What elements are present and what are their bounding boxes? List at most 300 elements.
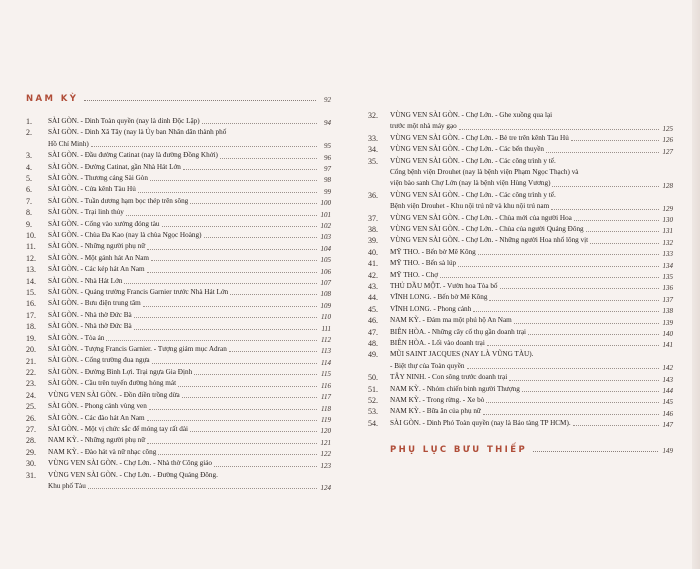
entry-title: SÀI GÒN. - Đầu đường Catinat (nay là đường Đồng Khởi) xyxy=(48,151,218,160)
entry-title: Hồ Chí Minh) xyxy=(48,139,89,148)
dot-leader xyxy=(483,414,659,415)
dot-leader xyxy=(489,300,659,301)
toc-entry xyxy=(368,327,673,338)
entry-page-number: 114 xyxy=(321,358,331,367)
toc-entry xyxy=(368,281,673,292)
entry-line xyxy=(390,133,673,144)
entry-text xyxy=(48,390,331,401)
toc-entry xyxy=(26,173,331,184)
entry-page-number: 108 xyxy=(320,290,331,299)
entry-line xyxy=(48,184,331,195)
entry-line xyxy=(48,276,331,287)
dot-leader xyxy=(514,323,659,324)
entry-text xyxy=(390,304,673,315)
entry-title: SÀI GÒN. - Dinh Phó Toàn quyền (nay là Bảo tàng TP HCM). xyxy=(390,418,571,427)
entry-number: 11. xyxy=(26,242,36,252)
dot-leader xyxy=(487,345,659,346)
page-edge xyxy=(692,0,700,569)
toc-entry xyxy=(368,258,673,269)
entry-title: MŨI SAINT JACQUES (NAY LÀ VŨNG TÀU). xyxy=(390,350,534,359)
entry-title: SÀI GÒN. - Phong cảnh vùng ven xyxy=(48,402,147,411)
entry-number: 39. xyxy=(368,236,378,246)
entry-line xyxy=(48,219,331,230)
entry-title: SÀI GÒN. - Chùa Đa Kao (nay là chùa Ngọc Hoàng) xyxy=(48,231,202,240)
entry-line xyxy=(48,127,331,138)
dot-leader xyxy=(473,311,659,312)
entry-line xyxy=(390,144,673,155)
entry-title: SÀI GÒN. - Dinh Toàn quyền (nay là dinh Độc Lập) xyxy=(48,116,200,125)
entry-text xyxy=(390,144,673,155)
entry-page-number: 141 xyxy=(662,341,673,350)
entry-number: 7. xyxy=(26,196,32,206)
entry-title: SÀI GÒN. - Dinh Xã Tây (nay là Ủy ban Nhân dân thành phố xyxy=(48,128,227,137)
entry-title: SÀI GÒN. - Tượng Francis Garnier. - Tượng giám mục Adran xyxy=(48,345,227,354)
entry-line xyxy=(390,224,673,235)
entry-text xyxy=(48,150,331,161)
entry-page-number: 131 xyxy=(662,227,673,236)
entry-page-number: 102 xyxy=(320,222,331,231)
entry-page-number: 132 xyxy=(662,238,673,247)
dot-leader xyxy=(190,203,317,204)
entry-text xyxy=(48,207,331,218)
toc-entry xyxy=(368,213,673,224)
entry-text xyxy=(48,253,331,264)
entry-text xyxy=(48,162,331,173)
entry-number: 37. xyxy=(368,213,378,223)
entry-title: Cổng bệnh viện Drouhet (nay là bệnh viện Phạm Ngọc Thạch) và xyxy=(390,167,579,176)
entry-line xyxy=(48,458,331,469)
entry-line xyxy=(390,372,673,383)
toc-entry xyxy=(26,344,331,355)
entry-text xyxy=(390,384,673,395)
entry-text xyxy=(390,418,673,429)
entry-text xyxy=(390,110,673,133)
entry-page-number: 109 xyxy=(320,301,331,310)
entry-number: 17. xyxy=(26,310,36,320)
entry-text xyxy=(390,224,673,235)
dot-leader xyxy=(147,420,317,421)
dot-leader xyxy=(182,397,317,398)
toc-entry xyxy=(26,184,331,195)
dot-leader xyxy=(178,386,317,387)
entry-page-number: 96 xyxy=(324,153,331,162)
entry-text xyxy=(48,310,331,321)
entry-text xyxy=(48,367,331,378)
entry-title: SÀI GÒN. - Thương cảng Sài Gòn xyxy=(48,173,148,182)
entry-text xyxy=(390,349,673,372)
entry-text xyxy=(48,378,331,389)
toc-entry xyxy=(368,349,673,372)
entry-title: trước một nhà máy gạo xyxy=(390,122,457,131)
toc-entry xyxy=(26,241,331,252)
dot-leader xyxy=(190,431,317,432)
entry-text xyxy=(390,281,673,292)
entry-title: SÀI GÒN. - Cầu trên tuyến đường hỏng mát xyxy=(48,379,177,388)
entry-line xyxy=(48,390,331,401)
entry-title: SÀI GÒN. - Những người phụ nữ xyxy=(48,242,146,251)
entry-text xyxy=(390,338,673,349)
dot-leader xyxy=(158,454,317,455)
entry-title: SÀI GÒN. - Quảng trường Francis Garnier trước Nhà Hát Lớn xyxy=(48,288,229,297)
entry-title: viện bào sanh Chợ Lớn (nay là bệnh viện Hùng Vương) xyxy=(390,179,551,188)
entry-title: VÙNG VEN SÀI GÒN. - Chợ Lớn. - Các công trình y tế. xyxy=(390,190,556,199)
section-page-number: 149 xyxy=(662,447,673,456)
dot-leader xyxy=(151,260,317,261)
entry-page-number: 124 xyxy=(320,484,331,493)
entry-page-number: 99 xyxy=(324,187,331,196)
entry-number: 10. xyxy=(26,231,36,241)
entry-number: 5. xyxy=(26,174,32,183)
entry-page-number: 129 xyxy=(662,204,673,213)
entry-line xyxy=(390,384,673,395)
entry-text xyxy=(48,333,331,344)
entry-page-number: 139 xyxy=(662,318,673,327)
toc-entry xyxy=(26,150,331,161)
entry-page-number: 123 xyxy=(320,461,331,470)
entry-title: MỸ THO. - Bến bờ Mê Kông xyxy=(390,247,476,256)
entry-text xyxy=(390,156,673,190)
entry-page-number: 146 xyxy=(662,409,673,418)
entry-number: 50. xyxy=(368,373,378,383)
entry-text xyxy=(390,315,673,326)
entry-page-number: 145 xyxy=(662,398,673,407)
toc-entry xyxy=(26,458,331,469)
toc-entry xyxy=(26,219,331,230)
entry-number: 16. xyxy=(26,299,36,309)
section-heading-nam-ky xyxy=(26,88,331,104)
entry-page-number: 104 xyxy=(320,244,331,253)
entry-text xyxy=(48,196,331,207)
entry-number: 53. xyxy=(368,407,378,417)
entry-title: SÀI GÒN. - Nhà thờ Đức Bà xyxy=(48,322,132,331)
entry-text xyxy=(48,127,331,150)
entry-page-number: 117 xyxy=(321,393,331,402)
entry-number: 26. xyxy=(26,413,36,423)
toc-entry xyxy=(26,401,331,412)
entry-text xyxy=(390,327,673,338)
entry-line xyxy=(48,321,331,332)
entry-text xyxy=(48,470,331,493)
entry-title: NAM KỲ. - Đám ma một phú hộ An Nam xyxy=(390,316,512,325)
toc-entry xyxy=(368,235,673,246)
entry-number: 36. xyxy=(368,190,378,200)
entry-title: SÀI GÒN. - Một vị chức sắc để móng tay rất dài xyxy=(48,424,189,433)
entry-text xyxy=(48,298,331,309)
entry-page-number: 135 xyxy=(662,272,673,281)
entry-text xyxy=(48,184,331,195)
entry-line xyxy=(390,315,673,326)
toc-entry xyxy=(368,247,673,258)
toc-entry xyxy=(368,338,673,349)
entry-page-number: 142 xyxy=(662,364,673,373)
toc-entry xyxy=(368,395,673,406)
entry-title: NAM KỲ. - Bữa ăn của phụ nữ xyxy=(390,407,481,416)
dot-leader xyxy=(147,443,317,444)
dot-leader xyxy=(204,237,318,238)
entry-line xyxy=(48,424,331,435)
toc-entry xyxy=(368,372,673,383)
entry-page-number: 100 xyxy=(320,199,331,208)
dot-leader xyxy=(149,409,317,410)
entry-text xyxy=(48,264,331,275)
entry-line xyxy=(390,338,673,349)
dot-leader xyxy=(91,146,317,147)
entry-number: 48. xyxy=(368,339,378,349)
toc-entry xyxy=(368,384,673,395)
entry-text xyxy=(48,356,331,367)
toc-entry xyxy=(368,315,673,326)
entry-title: SÀI GÒN. - Các kép hát An Nam xyxy=(48,265,145,274)
dot-leader xyxy=(194,374,317,375)
entry-number: 6. xyxy=(26,185,32,195)
entry-page-number: 126 xyxy=(662,136,673,145)
toc-entry xyxy=(26,264,331,275)
toc-entry xyxy=(368,156,673,190)
entry-title: VÙNG VEN SÀI GÒN. - Chợ Lớn. - Những người Hoa nhổ lông vịt xyxy=(390,236,589,245)
entry-line xyxy=(48,116,331,127)
entry-line xyxy=(390,201,673,212)
toc-entry xyxy=(26,356,331,367)
entry-line xyxy=(48,481,331,492)
spacer xyxy=(368,88,673,110)
entry-number: 47. xyxy=(368,327,378,337)
entry-number: 23. xyxy=(26,379,36,389)
dot-leader xyxy=(230,294,317,295)
entry-title: Bệnh viện Drouhet - Khu nội trú nữ và khu nội trú nam xyxy=(390,202,550,211)
entry-page-number: 118 xyxy=(321,404,331,413)
section-title: PHỤ LỤC BƯU THIẾP xyxy=(390,445,528,456)
entry-page-number: 98 xyxy=(324,176,331,185)
entry-number: 27. xyxy=(26,424,36,434)
entry-line xyxy=(48,356,331,367)
entry-number: 8. xyxy=(26,208,32,218)
entry-line xyxy=(48,287,331,298)
entry-number: 13. xyxy=(26,265,36,275)
entry-title: SÀI GÒN. - Trại linh thủy xyxy=(48,208,124,217)
entry-page-number: 116 xyxy=(321,381,331,390)
entry-page-number: 136 xyxy=(662,284,673,293)
entry-line xyxy=(390,361,673,372)
entry-page-number: 140 xyxy=(662,330,673,338)
entry-text xyxy=(48,219,331,230)
entry-number: 25. xyxy=(26,402,36,412)
entry-number: 2. xyxy=(26,128,32,138)
entry-title: SÀI GÒN. - Tuần dương hạm bọc thép trên sông xyxy=(48,196,189,205)
entry-title: SÀI GÒN. - Tòa án xyxy=(48,333,105,342)
entry-line xyxy=(48,344,331,355)
entry-line xyxy=(48,447,331,458)
entry-text xyxy=(48,424,331,435)
dot-leader xyxy=(220,158,317,159)
entry-text xyxy=(390,133,673,144)
entry-text xyxy=(48,447,331,458)
toc-entry xyxy=(26,424,331,435)
entry-page-number: 113 xyxy=(321,347,331,356)
entry-line xyxy=(48,162,331,173)
entry-title: SÀI GÒN. - Nhà thờ Đức Bà xyxy=(48,310,132,319)
entry-title: NAM KỲ. - Trong rừng. - Xe bò xyxy=(390,396,485,404)
entry-title: MỸ THO. - Bến sà lúp xyxy=(390,259,457,268)
entry-line xyxy=(390,406,673,417)
toc-entry xyxy=(368,133,673,144)
entry-line xyxy=(390,395,673,406)
entry-page-number: 147 xyxy=(662,421,673,430)
entry-text xyxy=(390,292,673,303)
entry-line xyxy=(48,310,331,321)
entry-text xyxy=(48,276,331,287)
entry-title: NAM KỲ. - Đào hát và nữ nhạc công xyxy=(48,447,157,456)
entry-page-number: 127 xyxy=(662,147,673,156)
entry-page-number: 112 xyxy=(321,336,331,345)
entry-page-number: 137 xyxy=(662,295,673,304)
dot-leader xyxy=(459,129,659,130)
entry-number: 31. xyxy=(26,470,36,480)
entry-line xyxy=(48,298,331,309)
toc-entry xyxy=(368,190,673,213)
entry-line xyxy=(390,327,673,338)
toc-entry xyxy=(368,110,673,133)
toc-entry xyxy=(26,127,331,150)
dot-leader xyxy=(183,169,317,170)
entry-line xyxy=(48,196,331,207)
entry-line xyxy=(48,435,331,446)
entry-title: VÙNG VEN SÀI GÒN. - Chợ Lớn. - Các công trình y tế. xyxy=(390,156,556,165)
entry-number: 19. xyxy=(26,333,36,343)
entry-page-number: 103 xyxy=(320,233,331,242)
dot-leader xyxy=(106,340,317,341)
dot-leader xyxy=(147,272,317,273)
dot-leader xyxy=(124,283,317,284)
entry-text xyxy=(390,258,673,269)
toc-entry xyxy=(26,321,331,332)
entry-number: 51. xyxy=(368,384,378,394)
entry-page-number: 144 xyxy=(662,387,673,395)
entry-line xyxy=(390,190,673,201)
dot-leader xyxy=(467,368,659,369)
entry-title: SÀI GÒN. - Cổng trường đua ngựa xyxy=(48,356,150,365)
entry-number: 4. xyxy=(26,162,32,172)
entry-page-number: 130 xyxy=(662,215,673,224)
toc-entry xyxy=(368,406,673,417)
entry-number: 21. xyxy=(26,356,36,366)
entry-line xyxy=(48,413,331,424)
entry-text xyxy=(48,435,331,446)
entry-title: SÀI GÒN. - Bưu điện trung tâm xyxy=(48,299,141,308)
entry-page-number: 138 xyxy=(662,307,673,316)
entry-line xyxy=(48,378,331,389)
entry-page-number: 122 xyxy=(320,450,331,459)
entry-text xyxy=(48,321,331,332)
dot-leader xyxy=(552,186,659,187)
entry-title: SÀI GÒN. - Đường Catinat, gần Nhà Hát Lớn xyxy=(48,162,181,171)
spacer xyxy=(368,429,673,439)
entry-page-number: 107 xyxy=(320,279,331,288)
entry-page-number: 121 xyxy=(320,438,331,447)
entry-page-number: 120 xyxy=(320,427,331,436)
toc-entry xyxy=(26,298,331,309)
entry-number: 54. xyxy=(368,418,378,428)
entry-page-number: 134 xyxy=(662,261,673,270)
entry-number: 30. xyxy=(26,459,36,469)
entry-line xyxy=(390,270,673,281)
entry-number: 34. xyxy=(368,145,378,155)
entry-title: BIÊN HÒA. - Lối vào doanh trại xyxy=(390,339,485,347)
toc-entry xyxy=(26,378,331,389)
dot-leader xyxy=(528,334,659,335)
entry-page-number: 94 xyxy=(324,119,331,128)
entry-number: 14. xyxy=(26,276,36,286)
entry-title: Khu phố Tàu xyxy=(48,481,86,490)
entry-title: THỦ DẦU MỘT. - Vườn hoa Tòa bố xyxy=(390,281,498,290)
entry-title: SÀI GÒN. - Các đào hát An Nam xyxy=(48,413,145,422)
entry-title: SÀI GÒN. - Cổng vào xưởng đóng tàu xyxy=(48,219,160,228)
entry-number: 44. xyxy=(368,293,378,303)
entry-title: VÙNG VEN SÀI GÒN. - Chợ Lớn. - Nhà thờ Công giáo xyxy=(48,459,212,468)
entry-title: MỸ THO. - Chợ xyxy=(390,270,438,279)
dot-leader xyxy=(486,402,659,403)
entry-title: TÂY NINH. - Con sông trước doanh trại xyxy=(390,373,508,382)
dot-leader xyxy=(147,249,317,250)
toc-entry xyxy=(26,253,331,264)
dot-leader xyxy=(229,351,317,352)
dot-leader xyxy=(509,380,659,381)
dot-leader xyxy=(88,488,317,489)
entry-title: SÀI GÒN. - Một gánh hát An Nam xyxy=(48,253,150,262)
entry-text xyxy=(48,230,331,241)
entry-line xyxy=(48,139,331,150)
entry-page-number: 106 xyxy=(320,267,331,276)
toc-entry xyxy=(26,196,331,207)
entry-number: 40. xyxy=(368,247,378,257)
dot-leader xyxy=(143,306,317,307)
entry-number: 3. xyxy=(26,151,32,161)
entry-page-number: 119 xyxy=(321,415,331,424)
entry-text xyxy=(48,173,331,184)
toc-entry xyxy=(26,413,331,424)
entry-title: VÙNG VEN SÀI GÒN. - Chợ Lớn. - Đường Quảng Đông. xyxy=(48,470,218,479)
entry-page-number: 143 xyxy=(662,375,673,384)
entry-line xyxy=(48,241,331,252)
entry-number: 45. xyxy=(368,304,378,314)
dot-leader xyxy=(152,363,317,364)
entry-text xyxy=(48,287,331,298)
entry-page-number: 110 xyxy=(321,313,331,322)
toc-entry xyxy=(26,162,331,173)
section-page-number: 92 xyxy=(324,96,331,104)
entry-text xyxy=(48,401,331,412)
entry-number: 28. xyxy=(26,436,36,446)
entry-text xyxy=(390,406,673,417)
entry-line xyxy=(48,401,331,412)
entry-number: 52. xyxy=(368,396,378,406)
dot-leader xyxy=(134,329,317,330)
entry-number: 38. xyxy=(368,224,378,234)
toc-entry xyxy=(368,304,673,315)
toc-entry xyxy=(368,224,673,235)
entry-line xyxy=(48,173,331,184)
dot-leader xyxy=(573,425,659,426)
dot-leader xyxy=(586,231,659,232)
entry-line xyxy=(390,178,673,189)
dot-leader xyxy=(551,209,659,210)
entry-line xyxy=(390,167,673,178)
dot-leader xyxy=(574,220,659,221)
entry-line xyxy=(390,418,673,429)
entry-title: VÙNG VEN SÀI GÒN. - Chợ Lớn. - Các bến thuyền xyxy=(390,145,544,154)
dot-leader xyxy=(500,288,659,289)
entry-text xyxy=(48,413,331,424)
entry-title: SÀI GÒN. - Cửa kênh Tàu Hủ xyxy=(48,185,136,194)
